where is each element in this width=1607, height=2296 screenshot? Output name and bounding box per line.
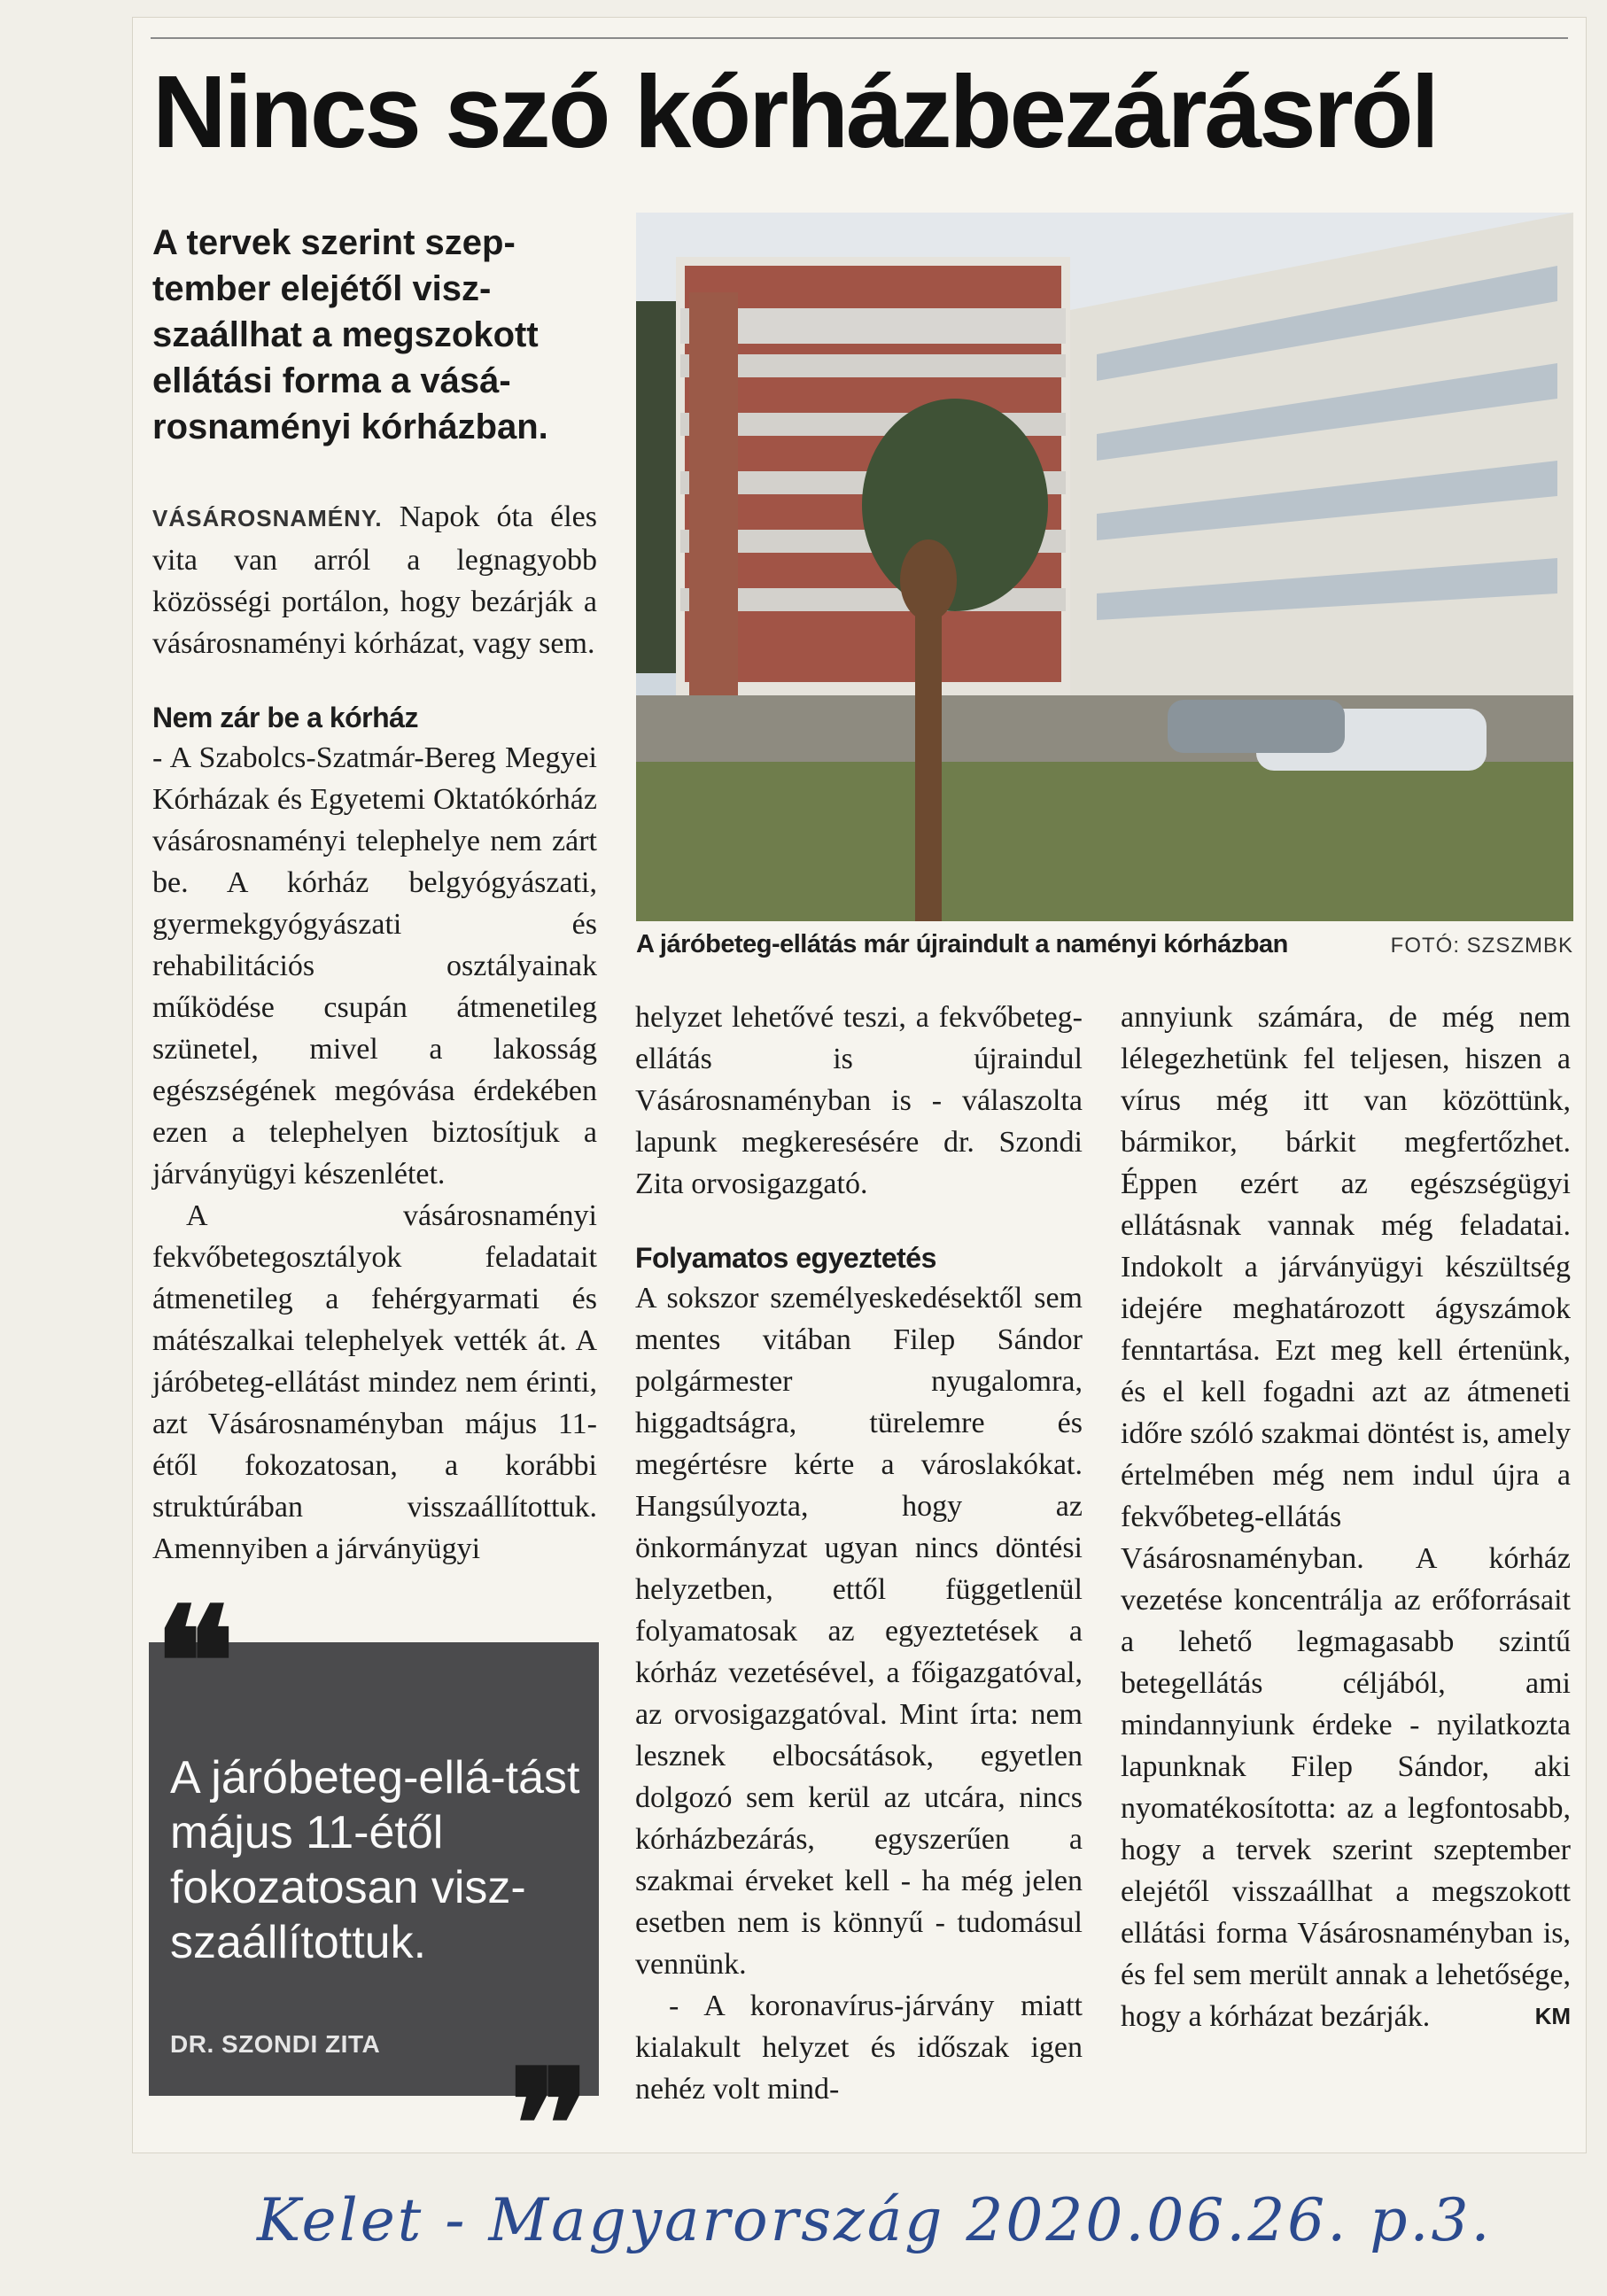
- photo-caption: [636, 930, 1573, 966]
- paragraph-6-text: annyiunk számára, de még nem lélegezhetünk fel teljesen, hiszen a vírus még itt van közöttünk, bármikor, bárkit megfertőzhet. Éppen ezért az egészségügyi ellátásnak vannak még feladatai. Indokolt a járványügyi készültség idejére meghatározott ágyszámok fenntartása. Ezt meg kell értenünk, és el kell fogadni azt az átmeneti időre szóló szakmai döntést is, amely értelmében még nem indul újra a fekvőbeteg-ellátás Vásárosnaményban. A kórház vezetése koncentrálja az erőforrásait a lehető legmagasabb szintű betegellátás céljából, ami mindannyiunk érdeke - nyilatkozta lapunknak Filep Sándor, aki nyomatékosította: az a legfontosabb, hogy a tervek szerint szeptember elejétől visszaállhat a megszokott ellátási forma Vásárosnaményban is, és fel sem merült annak a lehetősége, hogy a kórházat bezárják.: [1121, 1001, 1571, 2033]
- intro-text: Napok óta éles vita van arról a legnagyobb közösségi portálon, hogy bezárják a vásárosnaményi kórházat, vagy sem.: [152, 500, 597, 660]
- open-quote-icon: ❝: [154, 1574, 236, 1751]
- pull-quote-text: A járóbeteg-ellá-tást május 11-étől fokozatosan visz-szaállítottuk.: [170, 1752, 580, 1968]
- photo-credit: FOTÓ: SZSZMBK: [1390, 934, 1573, 958]
- paragraph-4: A sokszor személyeskedésektől sem mentes vitában Filep Sándor polgármester nyugalomra, higgadtságra, türelemre és megértésre kérte a városlakókat. Hangsúlyozta, hogy az önkormányzat ugyan nincs döntési helyzetben, ettől függetlenül folyamatosak az egyeztetések a kórház vezetésével, a főigazgatóval, az orvosigazgatóval. Mint írta: nem lesznek elbocsátások, egyetlen dolgozó sem kerül az utcára, nincs kórházbezárás, egyszerűen a szakmai érveket kell - ha még jelen esetben nem is könnyű - tudomásul vennünk.: [635, 1282, 1083, 1981]
- article-lead: A tervek szerint szep-tember elejétől visz-szaállhat a megszokott ellátási forma a vásá-rosnaményi kórházban.: [152, 223, 548, 446]
- caption-text: A járóbeteg-ellátás már újraindult a naményi kórházban: [636, 930, 1288, 958]
- pull-quote: [149, 1574, 599, 2214]
- paragraph-2: A vásárosnaményi fekvőbetegosztályok feladatait átmenetileg a fehérgyarmati és mátészalkai telephelyek vették át. A járóbeteg-ellátást mindez nem érinti, azt Vásárosnaményban május 11-étől fokozatosan, a korábbi struktúrában visszaállítottuk. Amennyiben a járványügyi: [152, 1199, 597, 1565]
- pull-quote-author: DR. SZONDI ZITA: [170, 2030, 381, 2058]
- subhead-2: Folyamatos egyeztetés: [635, 1242, 936, 1274]
- handwritten-source-note: Kelet - Magyarország 2020.06.26. p.3.: [257, 2186, 1493, 2254]
- paragraph-1: - A Szabolcs-Szatmár-Bereg Megyei Kórházak és Egyetemi Oktatókórház vásárosnaményi telephelye nem zárt be. A kórház belgyógyászati, gyermekgyógyászati és rehabilitációs osztályainak működése csupán átmenetileg szünetel, mivel a lakosság egészségének megóvása érdekében ezen a telephelyen biztosítjuk a járványügyi készenlétet.: [152, 741, 597, 1191]
- paragraph-6: [1121, 997, 1571, 2037]
- article-title: Nincs szó kórházbezárásról: [152, 54, 1437, 169]
- text-column-2: [635, 997, 1083, 2110]
- subhead-1: Nem zár be a kórház: [152, 702, 418, 733]
- text-column-3: [1121, 997, 1571, 2037]
- text-column-1: [152, 496, 597, 1570]
- hospital-photo: [636, 213, 1573, 921]
- intro-paragraph: [152, 496, 597, 664]
- paragraph-5: - A koronavírus-járvány miatt kialakult helyzet és időszak igen nehéz volt mind-: [635, 1990, 1083, 2106]
- author-signature: KM: [1534, 2003, 1571, 2029]
- clipped-top-strip: [151, 18, 1568, 39]
- close-quote-icon: ❞: [508, 2036, 590, 2214]
- dateline: VÁSÁROSNAMÉNY.: [152, 505, 383, 531]
- paragraph-3: helyzet lehetővé teszi, a fekvőbeteg-ellátás is újraindul Vásárosnaményban is - válaszolta lapunk megkeresésére dr. Szondi Zita orvosigazgató.: [635, 1001, 1083, 1200]
